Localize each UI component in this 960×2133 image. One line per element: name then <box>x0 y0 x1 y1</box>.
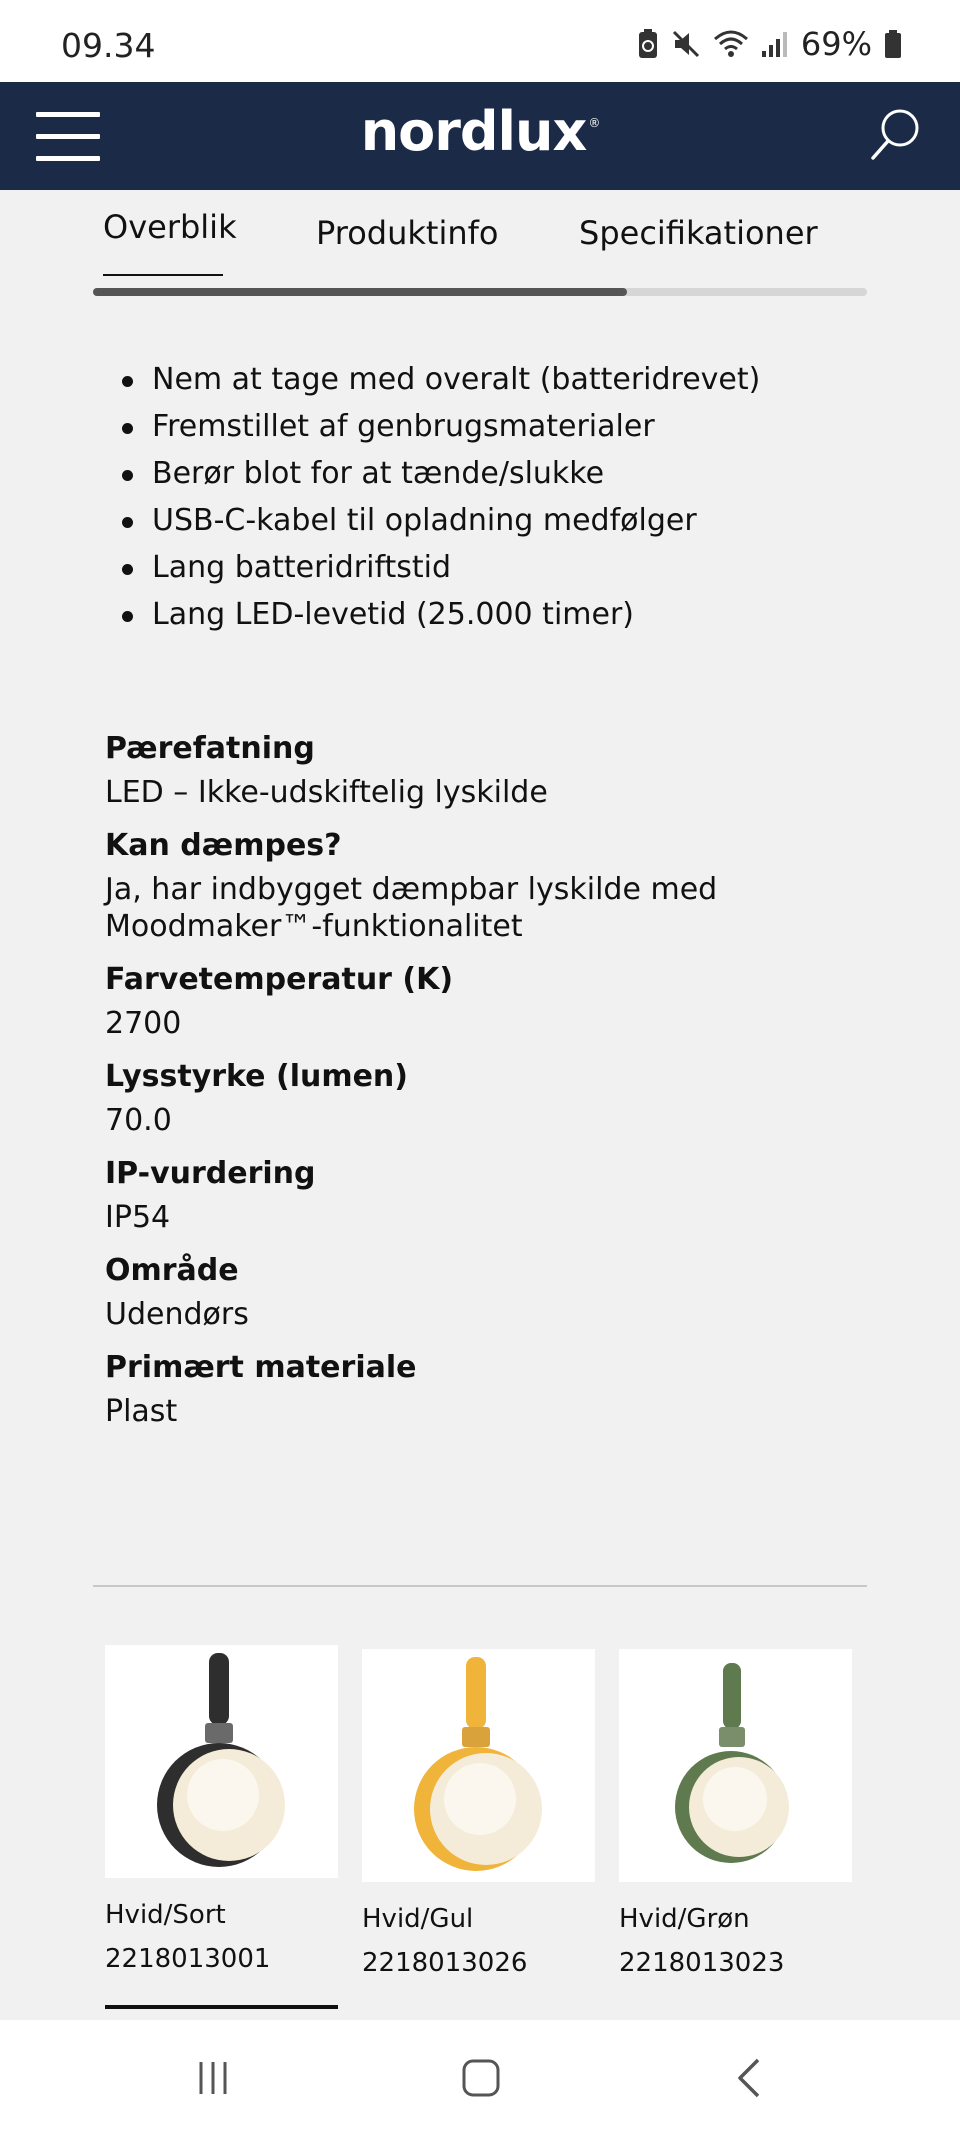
variant-name: Hvid/Gul <box>362 1904 474 1934</box>
home-icon <box>451 2048 511 2108</box>
feature-item: USB-C-kabel til opladning medfølger <box>120 497 880 544</box>
status-time: 09.34 <box>61 26 156 65</box>
battery-icon <box>884 29 902 59</box>
home-button[interactable] <box>451 2048 511 2108</box>
feature-item: Nem at tage med overalt (batteridrevet) <box>120 356 880 403</box>
variant-image <box>105 1645 338 1878</box>
spec-label-area: Område <box>105 1253 239 1288</box>
tab-overview[interactable]: Overblik <box>103 208 237 246</box>
feature-list <box>120 356 880 638</box>
app-header <box>0 82 960 190</box>
spec-label-dimmable: Kan dæmpes? <box>105 828 342 863</box>
variant-image <box>362 1649 595 1882</box>
spec-value-ip-rating: IP54 <box>105 1200 171 1235</box>
brand-name: nordlux <box>360 100 587 163</box>
variant-image <box>619 1649 852 1882</box>
spec-list <box>105 728 865 1444</box>
tabs-scrollbar[interactable] <box>93 288 867 296</box>
search-button[interactable] <box>868 106 924 162</box>
registered-mark: ® <box>588 116 600 130</box>
tab-product-info[interactable]: Produktinfo <box>316 214 499 252</box>
mute-icon <box>671 29 701 59</box>
spec-value-material: Plast <box>105 1394 178 1429</box>
variant-white-black[interactable] <box>105 1645 338 1976</box>
variant-name: Hvid/Sort <box>105 1900 226 1930</box>
spec-label-material: Primært materiale <box>105 1350 417 1385</box>
back-icon <box>720 2048 780 2108</box>
variant-sku: 2218013001 <box>105 1944 271 1974</box>
variant-name: Hvid/Grøn <box>619 1904 750 1934</box>
variant-sku: 2218013026 <box>362 1948 528 1978</box>
signal-icon <box>761 29 789 59</box>
variant-white-green[interactable] <box>619 1649 852 1980</box>
tabs-scrollbar-thumb[interactable] <box>93 288 627 296</box>
spec-value-lumen: 70.0 <box>105 1103 172 1138</box>
brand-logo[interactable] <box>0 100 960 163</box>
battery-saver-icon <box>637 29 659 59</box>
feature-item: Berør blot for at tænde/slukke <box>120 450 880 497</box>
spec-value-dimmable-line2: Moodmaker™-funktionalitet <box>105 909 523 944</box>
section-divider <box>93 1585 867 1587</box>
system-nav-bar <box>0 2020 960 2133</box>
tab-specifications[interactable]: Specifikationer <box>579 214 818 252</box>
active-tab-indicator <box>103 274 223 276</box>
spec-label-ip-rating: IP-vurdering <box>105 1156 316 1191</box>
feature-item: Lang batteridriftstid <box>120 544 880 591</box>
spec-label-socket: Pærefatning <box>105 731 315 766</box>
back-button[interactable] <box>720 2048 780 2108</box>
spec-value-color-temp: 2700 <box>105 1006 182 1041</box>
variant-list <box>105 1645 865 2015</box>
recents-icon <box>183 2048 243 2108</box>
battery-percent: 69% <box>800 25 872 63</box>
recents-button[interactable] <box>183 2048 243 2108</box>
wifi-icon <box>713 29 749 59</box>
spec-value-dimmable-line1: Ja, har indbygget dæmpbar lyskilde med <box>105 872 718 907</box>
variant-white-yellow[interactable] <box>362 1649 595 1980</box>
spec-label-color-temp: Farvetemperatur (K) <box>105 962 454 997</box>
variant-sku: 2218013023 <box>619 1948 785 1978</box>
spec-label-lumen: Lysstyrke (lumen) <box>105 1059 409 1094</box>
spec-value-socket: LED – Ikke-udskiftelig lyskilde <box>105 775 548 810</box>
status-icons <box>637 24 902 64</box>
selected-variant-indicator <box>105 2005 338 2009</box>
product-tabs <box>93 190 867 300</box>
status-bar <box>0 0 960 82</box>
spec-value-area: Udendørs <box>105 1297 249 1332</box>
feature-item: Fremstillet af genbrugsmaterialer <box>120 403 880 450</box>
search-icon <box>868 106 924 162</box>
feature-item: Lang LED-levetid (25.000 timer) <box>120 591 880 638</box>
spec-value-dimmable <box>105 871 865 945</box>
